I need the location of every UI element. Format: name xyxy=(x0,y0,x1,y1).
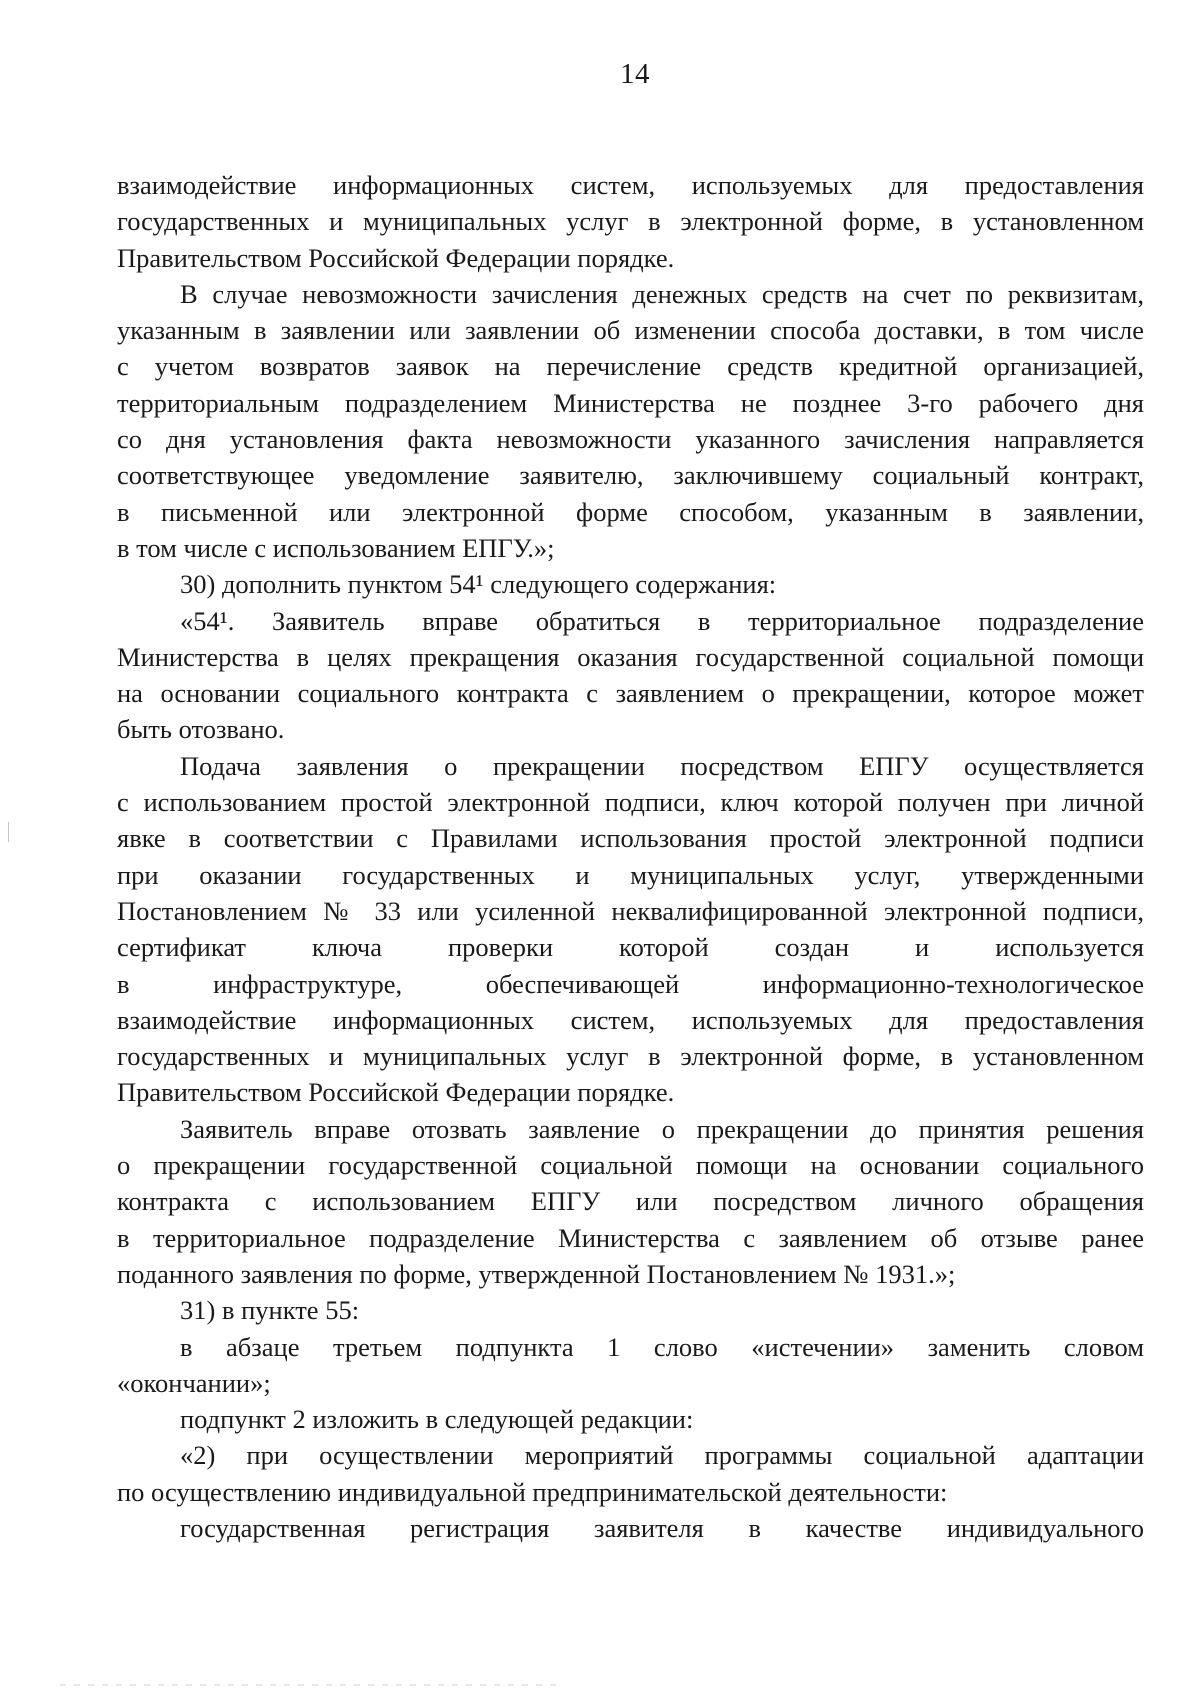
scan-artifact xyxy=(8,822,9,842)
text-line: при оказании государственных и муниципальных услуг, утвержденными xyxy=(117,859,1144,890)
text-line: с использованием простой электронной подписи, ключ которой получен при личной xyxy=(117,787,1144,818)
text-line: сертификат ключа проверки которой создан и используется xyxy=(117,932,1144,963)
text-line: Правительством Российской Федерации порядке. xyxy=(117,242,675,273)
paragraph-first-line: государственная регистрация заявителя в качестве индивидуального xyxy=(180,1512,1144,1543)
page-number: 14 xyxy=(620,58,650,90)
text-line: контракта с использованием ЕПГУ или посредством личного обращения xyxy=(117,1186,1144,1217)
paragraph-first-line: «2) при осуществлении мероприятий программы социальной адаптации xyxy=(180,1440,1144,1471)
text-line: со дня установления факта невозможности указанного зачисления направляется xyxy=(117,424,1144,455)
text-line: с учетом возвратов заявок на перечисление средств кредитной организацией, xyxy=(117,351,1144,382)
text-line: Министерства в целях прекращения оказания государственной социальной помощи xyxy=(117,641,1144,672)
text-line: явке в соответствии с Правилами использования простой электронной подписи xyxy=(117,823,1144,854)
paragraph-first-line: 31) в пункте 55: xyxy=(180,1295,360,1326)
paragraph-first-line: В случае невозможности зачисления денежных средств на счет по реквизитам, xyxy=(180,278,1144,309)
paragraph-first-line: 30) дополнить пунктом 54¹ следующего содержания: xyxy=(180,569,777,600)
paragraph-first-line: Подача заявления о прекращении посредством ЕПГУ осуществляется xyxy=(180,750,1144,781)
paragraph-first-line: в абзаце третьем подпункта 1 слово «истечении» заменить словом xyxy=(180,1331,1144,1362)
text-line: территориальным подразделением Министерства не позднее 3-го рабочего дня xyxy=(117,387,1144,418)
text-line: взаимодействие информационных систем, используемых для предоставления xyxy=(117,170,1144,200)
text-line: государственных и муниципальных услуг в электронной форме, в установленном xyxy=(117,1041,1144,1072)
text-line: указанным в заявлении или заявлении об изменении способа доставки, в том числе xyxy=(117,315,1144,346)
document-body xyxy=(117,167,1144,1546)
text-line: государственных и муниципальных услуг в электронной форме, в установленном xyxy=(117,206,1144,237)
paragraph-first-line: «54¹. Заявитель вправе обратиться в территориальное подразделение xyxy=(180,605,1144,636)
text-line: в инфраструктуре, обеспечивающей информационно-технологическое xyxy=(117,968,1144,999)
text-line: в письменной или электронной форме способом, указанным в заявлении, xyxy=(117,496,1144,527)
text-line: Правительством Российской Федерации порядке. xyxy=(117,1077,675,1108)
text-line: быть отозвано. xyxy=(117,714,285,745)
paragraph-first-line: подпункт 2 изложить в следующей редакции: xyxy=(180,1404,694,1435)
text-line: поданного заявления по форме, утвержденной Постановлением № 1931.»; xyxy=(117,1258,956,1289)
text-line: Постановлением № 33 или усиленной неквалифицированной электронной подписи, xyxy=(117,895,1144,926)
scan-artifact xyxy=(60,1684,560,1686)
text-line: по осуществлению индивидуальной предпринимательской деятельности: xyxy=(117,1476,948,1507)
text-line: в том числе с использованием ЕПГУ.»; xyxy=(117,532,555,563)
text-line: на основании социального контракта с заявлением о прекращении, которое может xyxy=(117,678,1144,709)
text-line: «окончании»; xyxy=(117,1367,271,1398)
text-line: соответствующее уведомление заявителю, заключившему социальный контракт, xyxy=(117,460,1144,491)
text-line: взаимодействие информационных систем, используемых для предоставления xyxy=(117,1004,1144,1035)
paragraph-first-line: Заявитель вправе отозвать заявление о прекращении до принятия решения xyxy=(180,1113,1144,1144)
text-line: о прекращении государственной социальной помощи на основании социального xyxy=(117,1150,1144,1181)
text-line: в территориальное подразделение Министерства с заявлением об отзыве ранее xyxy=(117,1222,1144,1253)
